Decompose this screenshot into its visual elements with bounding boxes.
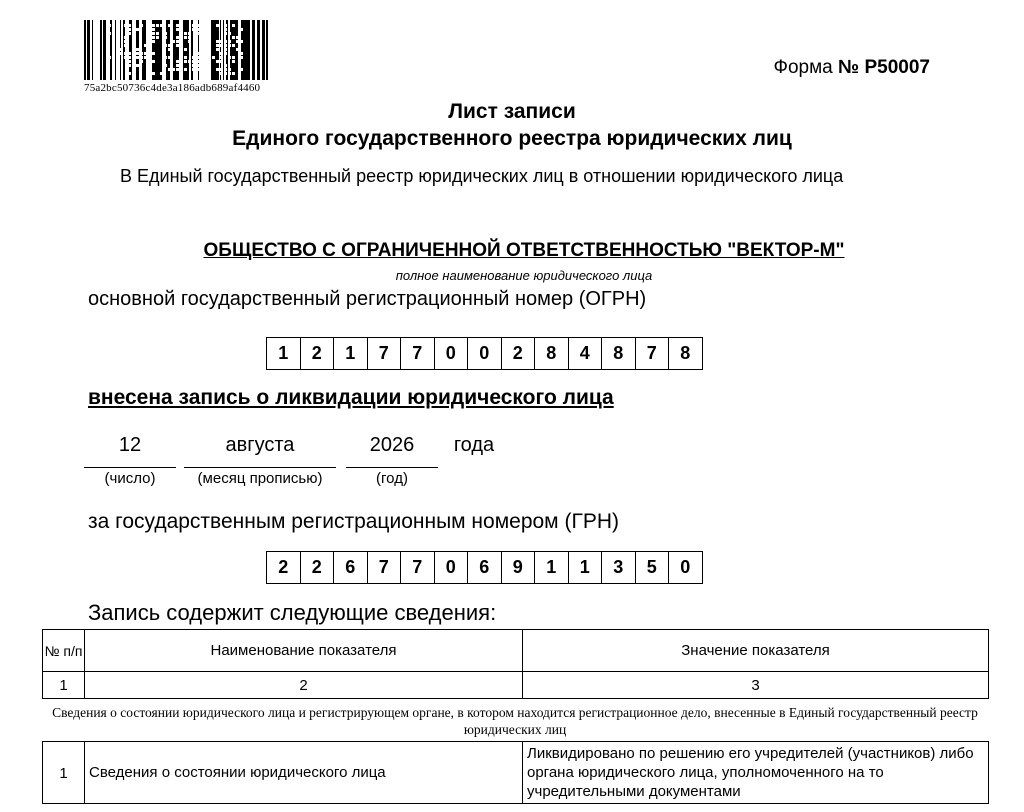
digit-box: 7: [636, 337, 670, 370]
records-table-body: [42, 741, 989, 804]
digit-box: 8: [535, 337, 569, 370]
col-num-header: № п/п: [43, 630, 85, 672]
digit-box: 0: [669, 551, 703, 584]
digit-box: 8: [602, 337, 636, 370]
barcode: [84, 20, 268, 80]
header-row: [43, 630, 989, 672]
index-row: [43, 672, 989, 699]
ogrn-digit-boxes: [266, 337, 703, 370]
date-year: 2026: [369, 434, 415, 456]
date-month: августа: [225, 434, 295, 456]
digit-box: 0: [435, 551, 469, 584]
date-month-line: [184, 467, 336, 468]
company-name: ОБЩЕСТВО С ОГРАНИЧЕННОЙ ОТВЕТСТВЕННОСТЬЮ "ВЕКТОР-М": [203, 240, 845, 261]
table-row: [43, 742, 989, 804]
digit-box: 3: [602, 551, 636, 584]
col-value-header: Значение показателя: [523, 630, 989, 672]
col-index-1: 1: [43, 672, 85, 699]
row-name: Сведения о состоянии юридического лица: [85, 742, 523, 804]
date-day-caption: (число): [104, 470, 156, 487]
digit-box: 1: [267, 337, 301, 370]
digit-box: 7: [401, 551, 435, 584]
digit-box: 4: [569, 337, 603, 370]
digit-box: 7: [401, 337, 435, 370]
digit-box: 2: [301, 551, 335, 584]
digit-box: 2: [267, 551, 301, 584]
intro-text: В Единый государственный реестр юридических лиц в отношении юридического лица: [120, 166, 844, 186]
digit-box: 1: [569, 551, 603, 584]
digit-box: 7: [368, 337, 402, 370]
digit-box: 1: [334, 337, 368, 370]
digit-box: 2: [301, 337, 335, 370]
col-name-header: Наименование показателя: [85, 630, 523, 672]
records-table-header: [42, 629, 989, 699]
grn-digit-boxes: [266, 551, 703, 584]
date-day-line: [84, 467, 176, 468]
row-value: Ликвидировано по решению его учредителей (участников) либо органа юридического лица, уполномоченного на то учредительными документами: [523, 742, 989, 804]
date-day: 12: [118, 434, 142, 456]
section-caption: Сведения о состоянии юридического лица и регистрирующем органе, в котором находится регистрационное дело, внесенные в Единый государственный реестр юридических лиц: [52, 705, 978, 737]
form-number-value: № Р50007: [838, 57, 930, 78]
digit-box: 0: [435, 337, 469, 370]
document-hash: 75a2bc50736c4de3a186adb689af4460: [84, 82, 261, 94]
form-number: [760, 57, 930, 79]
digit-box: 5: [636, 551, 670, 584]
digit-box: 1: [535, 551, 569, 584]
document-title: Лист записи: [448, 100, 576, 123]
grn-label: за государственным регистрационным номером (ГРН): [88, 510, 619, 533]
date-suffix: года: [453, 434, 495, 456]
row-num: 1: [43, 742, 85, 804]
form-prefix: Форма: [773, 57, 833, 78]
record-action: внесена запись о ликвидации юридического лица: [88, 386, 614, 409]
date-year-caption: (год): [376, 470, 408, 487]
document-subtitle: Единого государственного реестра юридических лиц: [232, 127, 792, 150]
date-month-caption: (месяц прописью): [197, 470, 323, 487]
digit-box: 0: [468, 337, 502, 370]
digit-box: 8: [669, 337, 703, 370]
ogrn-label: основной государственный регистрационный номер (ОГРН): [88, 288, 647, 310]
col-index-3: 3: [523, 672, 989, 699]
digit-box: 6: [334, 551, 368, 584]
digit-box: 6: [468, 551, 502, 584]
digit-box: 9: [502, 551, 536, 584]
company-name-caption: полное наименование юридического лица: [395, 268, 653, 283]
digit-box: 2: [502, 337, 536, 370]
contains-label: Запись содержит следующие сведения:: [88, 600, 497, 625]
col-index-2: 2: [85, 672, 523, 699]
digit-box: 7: [368, 551, 402, 584]
date-year-line: [346, 467, 438, 468]
